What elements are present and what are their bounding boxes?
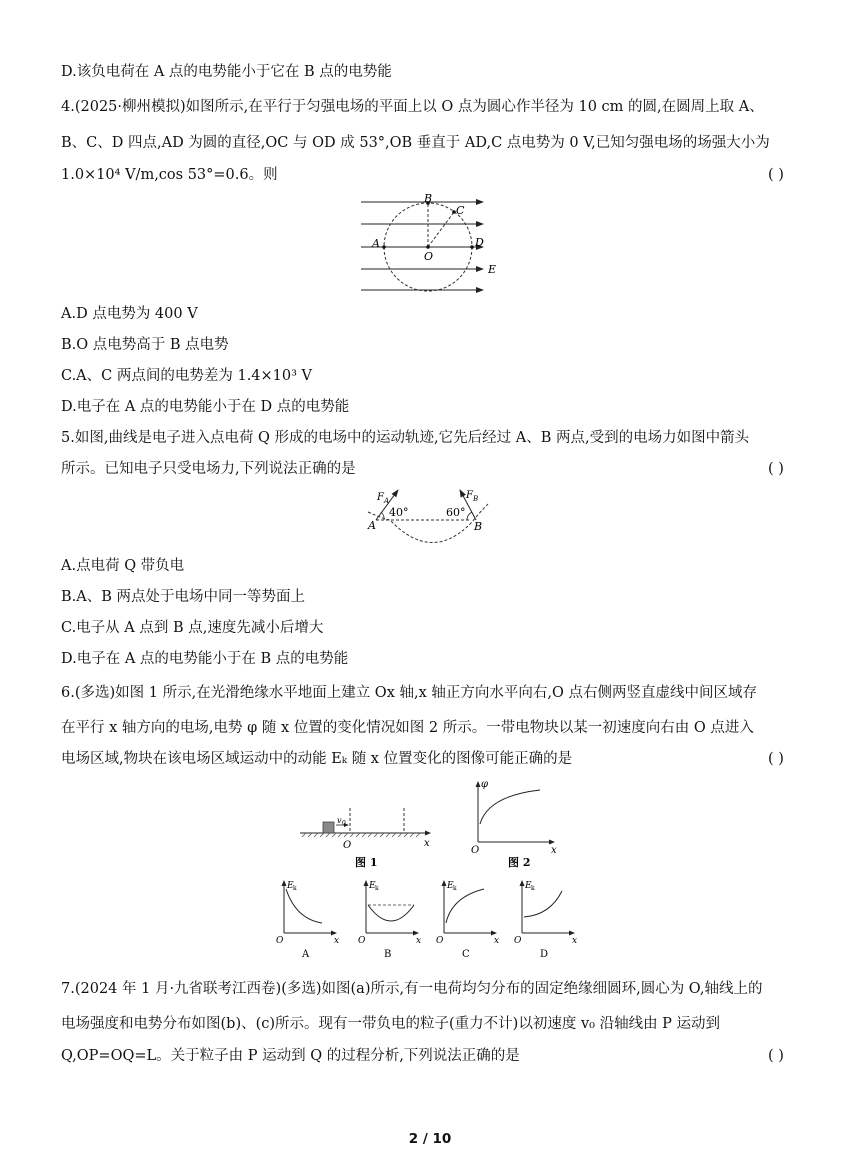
q6-answer-paren: ( )	[768, 751, 784, 767]
label-fig1: 图 1	[355, 856, 378, 869]
label-x-a: x	[334, 936, 340, 946]
option-label-c: C	[462, 949, 470, 960]
label-x-c: x	[494, 936, 500, 946]
label-o-d: O	[514, 936, 522, 946]
q5-stem-line1: 5.如图,曲线是电子进入点电荷 Q 形成的电场中的运动轨迹,它先后经过 A、B 两点,受到的电场力如图中箭头	[61, 430, 750, 446]
label-c: C	[456, 204, 465, 217]
label-e: E	[488, 263, 497, 276]
label-fa-sub: A	[384, 497, 390, 505]
q6-stem-line1: 6.(多选)如图 1 所示,在光滑绝缘水平地面上建立 Ox 轴,x 轴正方向水平向右,O 点右侧两竖直虚线中间区域存	[61, 685, 757, 701]
label-ek-b: E	[369, 881, 376, 891]
label-fa: F	[377, 492, 384, 503]
q4-stem-line3: 1.0×10⁴ V/m,cos 53°=0.6。则	[61, 167, 278, 183]
label-fig2: 图 2	[508, 856, 531, 869]
label-v0-sub: 0	[342, 820, 346, 827]
label-ek-sub-d: k	[531, 885, 535, 892]
q5-stem-line2: 所示。已知电子只受电场力,下列说法正确的是	[61, 461, 356, 477]
option-label-d: D	[540, 949, 549, 960]
label-ek-sub-a: k	[293, 885, 297, 892]
label-o-fig1: O	[343, 840, 352, 851]
q3-option-d: D.该负电荷在 A 点的电势能小于它在 B 点的电势能	[61, 64, 392, 80]
q7-stem-line2: 电场强度和电势分布如图(b)、(c)所示。现有一带负电的粒子(重力不计)以初速度 v₀ 沿轴线由 P 运动到	[61, 1016, 721, 1032]
label-o: O	[424, 250, 434, 263]
q4-option-d: D.电子在 A 点的电势能小于在 D 点的电势能	[61, 399, 350, 415]
label-x-b: x	[416, 936, 422, 946]
label-fb: F	[466, 490, 473, 501]
label-v0: v	[337, 816, 342, 825]
label-ek-d: E	[525, 881, 532, 891]
label-a: A	[372, 237, 380, 250]
q4-option-b: B.O 点电势高于 B 点电势	[61, 337, 229, 353]
q5-option-a: A.点电荷 Q 带负电	[61, 558, 185, 574]
q6-option-graphs	[270, 875, 600, 961]
label-a: A	[368, 519, 376, 532]
q7-stem-line1: 7.(2024 年 1 月·九省联考江西卷)(多选)如图(a)所示,有一电荷均匀分布的固定绝缘细圆环,圆心为 O,轴线上的	[61, 981, 763, 997]
q5-answer-paren: ( )	[768, 461, 784, 477]
label-ek-c: E	[447, 881, 454, 891]
q5-option-b: B.A、B 两点处于电场中同一等势面上	[61, 589, 305, 605]
label-x-d: x	[572, 936, 578, 946]
q4-stem-line1: 4.(2025·柳州模拟)如图所示,在平行于匀强电场的平面上以 O 点为圆心作半径为 10 cm 的圆,在圆周上取 A、	[61, 99, 764, 115]
page-number: 2 / 10	[408, 1131, 452, 1147]
label-b: B	[424, 192, 433, 205]
q6-stem-line2: 在平行 x 轴方向的电场,电势 φ 随 x 位置的变化情况如图 2 所示。一带电物块以某一初速度向右由 O 点进入	[61, 720, 754, 736]
q6-stem-line3: 电场区域,物块在该电场区域运动中的动能 Eₖ 随 x 位置变化的图像可能正确的是	[61, 751, 573, 767]
q7-answer-paren: ( )	[768, 1048, 784, 1064]
label-o-fig2: O	[471, 845, 480, 856]
label-b: B	[474, 520, 483, 533]
option-label-a: A	[302, 949, 310, 960]
q4-option-a: A.D 点电势为 400 V	[61, 306, 198, 322]
q6-figure-1-and-2	[292, 778, 568, 870]
label-d: D	[475, 236, 484, 249]
q4-answer-paren: ( )	[768, 167, 784, 183]
label-o-a: O	[276, 936, 284, 946]
label-o-b: O	[358, 936, 366, 946]
label-angle-a: 40°	[389, 506, 409, 519]
label-x-fig1: x	[424, 838, 430, 849]
q5-option-d: D.电子在 A 点的电势能小于在 B 点的电势能	[61, 651, 349, 667]
label-phi: φ	[481, 779, 489, 790]
q4-option-c: C.A、C 两点间的电势差为 1.4×10³ V	[61, 368, 313, 384]
q4-stem-line2: B、C、D 四点,AD 为圆的直径,OC 与 OD 成 53°,OB 垂直于 AD,C 点电势为 0 V,已知匀强电场的场强大小为	[61, 135, 770, 151]
q7-stem-line3: Q,OP=OQ=L。关于粒子由 P 运动到 Q 的过程分析,下列说法正确的是	[61, 1048, 520, 1064]
label-ek-sub-c: k	[453, 885, 457, 892]
label-angle-b: 60°	[446, 506, 466, 519]
label-x-fig2: x	[551, 845, 557, 856]
label-ek-sub-b: k	[375, 885, 379, 892]
label-ek-a: E	[287, 881, 294, 891]
option-label-b: B	[384, 949, 392, 960]
q5-trajectory-figure	[362, 484, 502, 552]
q5-option-c: C.电子从 A 点到 B 点,速度先减小后增大	[61, 620, 324, 636]
label-o-c: O	[436, 936, 444, 946]
label-fb-sub: B	[473, 495, 479, 503]
q4-circle-field-figure	[355, 192, 505, 300]
